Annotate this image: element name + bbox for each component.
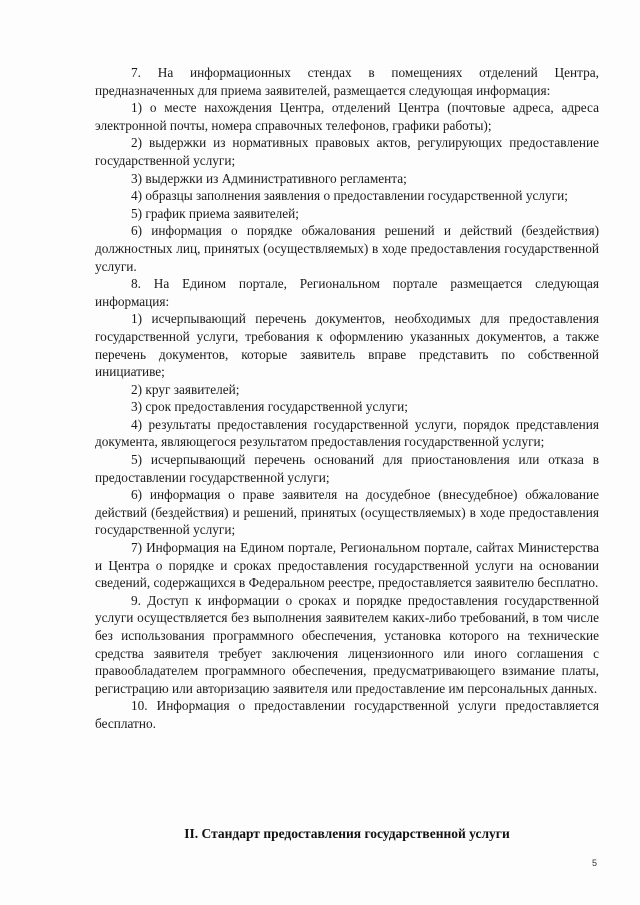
list-item-8-6: 6) информация о праве заявителя на досудебное (внесудебное) обжалование действий (бездействия) и решений, принятых (осуществляемых) в ходе предоставления государственной услуги; — [95, 487, 599, 538]
document-body — [95, 64, 599, 733]
paragraph-9: 9. Доступ к информации о сроках и порядке предоставления государственной услуги осуществляется без выполнения заявителем каких-либо требований, в том числе без использования программного обеспечения, установка которого на технические средства заявителя требует заключения лицензионного или иного соглашения с правообладателем программного обеспечения, предусматривающего взимание платы, регистрацию или авторизацию заявителя или предоставление им персональных данных. — [95, 592, 599, 696]
list-item-7-3: 3) выдержки из Административного регламента; — [131, 170, 407, 186]
list-item-8-4: 4) результаты предоставления государственной услуги, порядок представления документа, являющегося результатом предоставления государственной услуги; — [95, 416, 599, 450]
list-item-7-2: 2) выдержки из нормативных правовых актов, регулирующих предоставление государственной услуги; — [95, 135, 599, 168]
section-heading: II. Стандарт предоставления государственной услуги — [184, 826, 510, 841]
list-item-7-5: 5) график приема заявителей; — [131, 205, 299, 221]
list-item-8-1: 1) исчерпывающий перечень документов, необходимых для предоставления государственной услуги, требования к оформлению указанных документов, а также перечень документов, которые заявитель вправе представить по собственной инициативе; — [95, 311, 599, 380]
page-number: 5 — [592, 858, 598, 868]
list-item-7-4: 4) образцы заполнения заявления о предоставлении государственной услуги; — [131, 188, 568, 204]
list-item-7-1: 1) о месте нахождения Центра, отделений Центра (почтовые адреса, адреса электронной почты, номера справочных телефонов, графики работы); — [95, 100, 599, 133]
list-item-8-5: 5) исчерпывающий перечень оснований для приостановления или отказа в предоставлении государственной услуги; — [95, 452, 599, 485]
list-item-7-6: 6) информация о порядке обжалования решений и действий (бездействия) должностных лиц, принятых (осуществляемых) в ходе предоставления государственной услуги. — [95, 223, 599, 274]
list-item-8-3: 3) срок предоставления государственной услуги; — [131, 399, 408, 415]
paragraph-7: 7. На информационных стендах в помещениях отделений Центра, предназначенных для приема заявителей, размещается следующая информация: — [95, 65, 599, 98]
list-item-8-7: 7) Информация на Едином портале, Региональном портале, сайтах Министерства и Центра о порядке и сроках предоставления государственной услуги на основании сведений, содержащихся в Федеральном реестре, предоставляется заявителю бесплатно. — [95, 540, 599, 591]
paragraph-8: 8. На Едином портале, Региональном портале размещается следующая информация: — [95, 276, 599, 309]
list-item-8-2: 2) круг заявителей; — [131, 381, 240, 397]
paragraph-10: 10. Информация о предоставлении государственной услуги предоставляется бесплатно. — [95, 698, 599, 731]
